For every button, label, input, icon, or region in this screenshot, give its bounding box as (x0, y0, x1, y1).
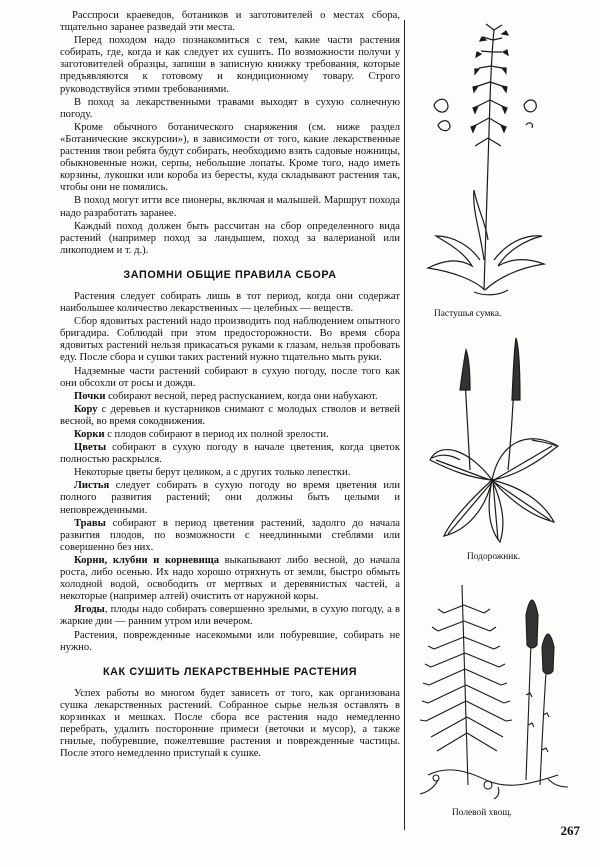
paragraph (60, 316, 400, 364)
paragraph (60, 555, 400, 603)
paragraph (60, 429, 400, 441)
paragraph-lead: Травы (74, 517, 106, 529)
paragraph: Расспроси краеведов, ботаников и заготовителей о местах сбора, тщательно заранее разведай эти места. (60, 10, 400, 34)
horsetail-illustration (408, 575, 573, 800)
paragraph-text: Растения следует собирать лишь в тот период, когда они содержат наибольшее количество лекарственных — целебных — веществ. (60, 290, 400, 315)
paragraph (60, 630, 400, 654)
caption-plantain: Подорожник. (467, 552, 521, 562)
shepherds-purse-illustration (414, 10, 564, 300)
paragraph (60, 604, 400, 628)
paragraph-text: собирают весной, перед распусканием, когда они набухают. (105, 390, 378, 402)
paragraph-text: с деревьев и кустарников снимают с молодых стволов и ветвей весной, во время сокодвижения. (60, 403, 400, 427)
paragraph-text: Надземные части растений собирают в сухую погоду, после того как они обсохли от росы и дождя. (60, 365, 400, 389)
column-divider (404, 20, 405, 830)
paragraph-lead: Корки (74, 429, 105, 440)
paragraph (60, 291, 400, 315)
paragraph-lead: Почки (74, 390, 106, 402)
paragraph-text: собирают в период цветения растений, задолго до начала развития плодов, по возможности с неедлинными стеблями или совершенно без них. (60, 517, 400, 553)
paragraph-text: Некоторые цветы берут целиком, а с других только лепестки. (74, 467, 351, 479)
paragraph-lead: Кору (74, 403, 98, 415)
collection-rules-block (60, 291, 400, 654)
paragraph: В поход могут итти все пионеры, включая и малышей. Маршрут похода надо разработать заранее. (60, 195, 400, 219)
paragraph (60, 480, 400, 516)
paragraph: Перед походом надо познакомиться с тем, какие части растения собирать, где, когда и как следует их сушить. По возможности получи у заготовителей образцы, запиши в записную книжку требования, которые предъявляются к готовому и кондиционному товару. Строго руководствуйся этими требованиями. (60, 35, 400, 95)
paragraph: Успех работы во многом будет зависеть от того, как организована сушка лекарственных растений. Собранное сырье нельзя оставлять в корзинках и мешках. После сбора все растения надо немедленно перебрать, удалить посторонние примеси (веточки и мусор), а также гнилые, побуревшие, пожелтевшие растения и поврежденные частицы. После этого немедленно приступай к сушке. (60, 687, 400, 760)
paragraph-lead: Корни, клубни и корневища (74, 554, 220, 566)
paragraph (60, 442, 400, 466)
paragraph-lead: Листья (74, 480, 110, 492)
paragraph-text: с плодов собирают в период их полной зрелости. (104, 429, 329, 440)
paragraph-text: , плоды надо собирать совершенно зрелыми, в сухую погоду, а в жаркие дни — ранним утром или вечером. (60, 604, 400, 628)
section-heading-collection-rules: ЗАПОМНИ ОБЩИЕ ПРАВИЛА СБОРА (123, 268, 337, 281)
paragraph (60, 518, 400, 554)
paragraph (60, 467, 400, 479)
paragraph: Кроме обычного ботанического снаряжения (см. ниже раздел «Ботанические экскурсии»), в зависимости от того, какие лекарственные растения твои ребята будут собирать, необходимо взять садовые ножницы, обыкновенные ножи, серпы, небольшие лопаты. Кроме того, надо иметь корзины, лукошки или короба из бересты, куда складывают растения так, чтобы они не помялись. (60, 121, 400, 194)
page-number: 267 (560, 823, 580, 838)
paragraph (60, 404, 400, 428)
paragraph-text: следует собирать в сухую погоду во время цветения или полного развития растений; они должны быть целыми и неповрежденными. (60, 480, 400, 516)
paragraph-text: Растения, поврежденные насекомыми или побуревшие, собирать не нужно. (60, 629, 400, 653)
paragraph-lead: Цветы (74, 442, 107, 454)
plantain-illustration (420, 330, 570, 545)
paragraph-text: собирают в сухую погоду в начале цветения, когда цветок полностью раскрылся. (60, 442, 400, 466)
paragraph-text: выкапывают либо весной, до начала роста, либо осенью. Их надо хорошо отряхнуть от земли, быстро обмыть холодной водой, освободить от мертвых и деревянистых частей, а некоторые (например алтей) очистить от наружной коры. (60, 554, 401, 603)
caption-shepherds-purse: Пастушья сумка. (434, 309, 502, 319)
paragraph (60, 391, 400, 403)
intro-block (60, 10, 400, 257)
caption-horsetail: Полевой хвощ. (452, 808, 512, 818)
paragraph-lead: Ягоды (74, 604, 105, 616)
paragraph: В поход за лекарственными травами выходят в сухую солнечную погоду. (60, 96, 400, 120)
drying-block (60, 688, 400, 761)
paragraph (60, 366, 400, 390)
main-text-column (60, 10, 400, 760)
section-heading-drying: КАК СУШИТЬ ЛЕКАРСТВЕННЫЕ РАСТЕНИЯ (102, 665, 358, 678)
paragraph: Каждый поход должен быть рассчитан на сбор определенного вида растений (например поход за ландышем, поход за валерианой или ликоподием и т. д.). (60, 220, 400, 256)
paragraph-text: Сбор ядовитых растений надо производить под наблюдением опытного бригадира. Соблюдай при этом предосторожности. Во время сбора ядовитых растений нельзя прикасаться руками к глазам, нельзя пробовать еду. После сбора и сушки таких растений нужно тщательно мыть руки. (60, 316, 400, 364)
